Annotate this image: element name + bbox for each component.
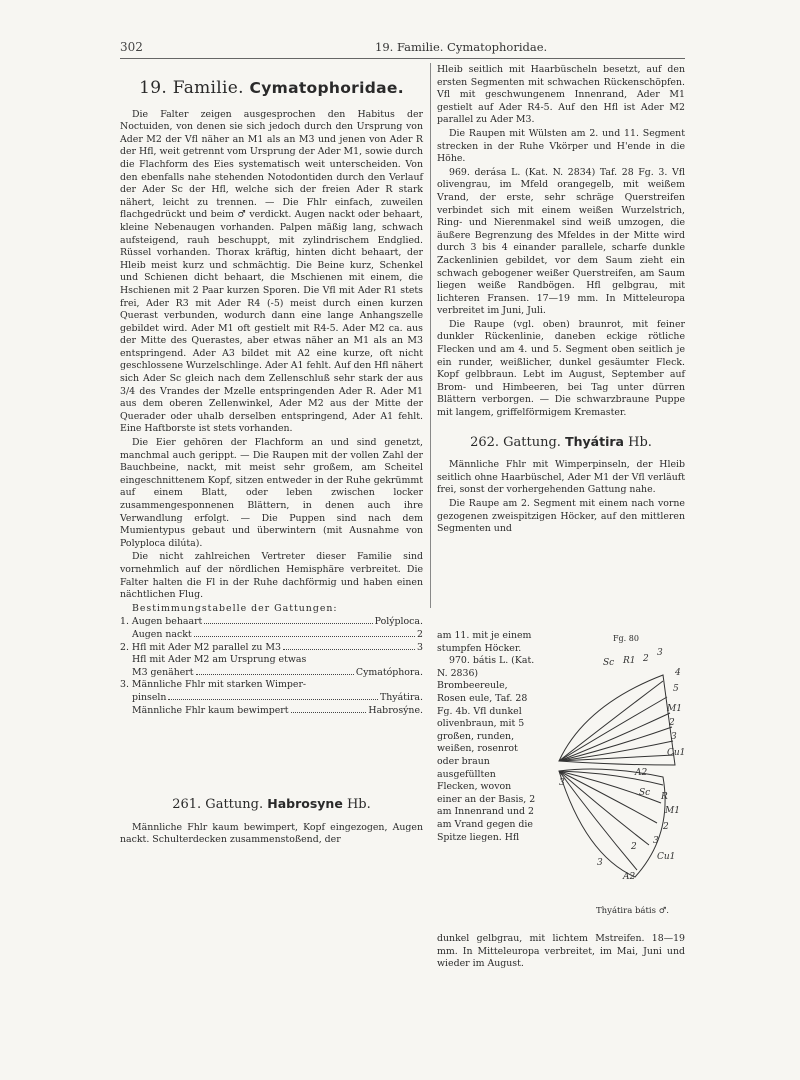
page-number: 302 xyxy=(120,40,143,54)
key-row: Hfl mit Ader M2 am Ursprung etwas xyxy=(132,654,307,666)
species-970: 970. bátis L. (Kat. N. 2836) Brombeereule, Rosen eule, Taf. 28 Fg. 4b. Vfl dunkel olivenbraun, mit 5 großen, runden, weißen, rosenrot oder braun ausgefüllten Flecken, wovon einer an der Basis, 2 am Innenrand und 2 am Vrand gegen die Spitze liegen. Hfl xyxy=(437,655,536,843)
vein-label: 2 xyxy=(631,842,637,852)
family-paragraph-1: Die Falter zeigen ausgesprochen den Habitus der Noctuiden, von denen sie sich jedoch durch den Ursprung von Ader M2 der Vfl näher an M1 als an M3 und jenen von Ader R der Hfl, weit getrennt vom Ursprung der Ader M1, sowie durch die Flachform des Eies systematisch weit unterscheiden. Von den ebenfalls nahe stehenden Notodontiden durch den Verlauf der Ader Sc der Hfl, welche sich der freien Ader R stark nähert, leicht zu trennen. — Die Fhlr einfach, zuweilen flachgedrückt und beim ♂ verdickt. Augen nackt oder behaart, kleine Nebenaugen vorhanden. Palpen mäßig lang, schwach aufsteigend, rauh beschuppt, mit zylindrischem Endglied. Rüssel vorhanden. Thorax kräftig, hinten dicht behaart, der Hleib meist kurz und schmächtig. Die Beine kurz, Schenkel und Schienen dicht behaart, die Mschienen mit einem, die Hschienen mit 2 Paar kurzen Sporen. Die Vfl mit Ader R1 stets frei, Ader R3 mit Ader R4 (-5) meist durch einen kurzen Querast verbunden, wodurch dann eine lange Anhangszelle gebildet wird. Ader M1 oft gestielt mit R4-5. Ader M2 ca. aus der Mitte des Querastes, aber etwas näher an M1 als an M3 entspringend. Ader A3 bildet mit A2 eine kurze, oft nicht geschlossene Wurzelschlinge. Ader A1 fehlt. Auf den Hfl nähert sich Ader Sc gleich nach dem Zellenschluß sehr stark der aus 3/4 des Vrandes der Mzelle entspringenden Ader R. Ader M1 aus dem oberen Zellenwinkel, Ader M2 aus der Mitte der Querader oder uhalb derselben entspringend, Ader A1 fehlt. Eine Haftborste ist stets vorhanden. xyxy=(120,108,423,435)
key-row: M3 genähert Cymatóphora. xyxy=(132,666,423,678)
right-paragraph-4: Die Raupe (vgl. oben) braunrot, mit feiner dunkler Rückenlinie, daneben eckige rötliche Flecken und am 4. und 5. Segment oben seitlich je ein runder, weißlicher, dunkel gesäumter Fleck. Kopf gelbbraun. Lebt im August, September auf Brom- und Himbeeren, bei Tag unter dürren Blättern verborgen. — Die schwarzbraune Puppe mit langem, griffelförmigem Kremaster. xyxy=(437,318,685,419)
forewing-vein xyxy=(559,713,670,761)
genus-261-section xyxy=(120,782,423,847)
key-table-heading: Bestimmungstabelle der Gattungen: xyxy=(132,602,338,614)
genus-261-text: Männliche Fhlr kaum bewimpert, Kopf eingezogen, Augen nackt. Schulterdecken zusammenstoßend, der xyxy=(120,821,423,846)
key-row: 2. Hfl mit Ader M2 parallel zu M3 3 xyxy=(120,641,423,653)
forewing-vein xyxy=(559,755,674,761)
figure-label: Fg. 80 xyxy=(613,634,639,643)
vein-label: Cu1 xyxy=(657,852,676,862)
vein-label: 3 xyxy=(597,858,603,868)
vein-label: Cu1 xyxy=(667,748,685,758)
genus-262-title: 262. Gattung. Thyátira Hb. xyxy=(470,433,652,450)
vein-label: 3 xyxy=(559,778,565,788)
genus-261-title: 261. Gattung. Habrosyne Hb. xyxy=(172,796,371,812)
vein-label: M1 xyxy=(667,704,682,714)
family-paragraph-3: Die nicht zahlreichen Vertreter dieser Familie sind vornehmlich auf der nördlichen Hemisphäre verbreitet. Die Falter halten die Fl in der Ruhe dachförmig und haben einen nächtlichen Flug. xyxy=(120,551,423,601)
vein-label: 5 xyxy=(673,684,679,694)
hindwing-vein xyxy=(559,771,637,870)
species-969: 969. derása L. (Kat. N. 2834) Taf. 28 Fg. 3. Vfl olivengrau, im Mfeld orangegelb, mit weißem Vrand, der erste, sehr schräge Querstreifen verbindet sich mit einem weißen Wurzelstrich, Ring- und Nierenmakel sind weiß umzogen, die äußere Begrenzung des Mfeldes in der Mitte wird durch 3 bis 4 einander parallele, scharfe dunkle Zackenlinien gebildet, vor dem Saum zieht ein schwach gebogener weißer Querstreifen, am Saum liegen weiße Randbögen. Hfl gelbgrau, mit lichteren Fransen. 17—19 mm. In Mitteleuropa verbreitet im Juni, Juli. xyxy=(437,166,685,317)
vein-label: 3 xyxy=(653,836,659,846)
vein-label: 3 xyxy=(671,732,677,742)
family-title-name: Cymatophoridae. xyxy=(249,79,404,97)
key-table xyxy=(120,616,423,717)
right-paragraph-1: Hleib seitlich mit Haarbüscheln besetzt, auf den ersten Segmenten mit schwachen Rückenschöpfen. Vfl mit geschwungenem Innenrand, Ader M1 gestielt auf Ader R4-5. Auf den Hfl ist Ader M2 parallel zu Ader M3. xyxy=(437,64,685,126)
vein-label: R1 xyxy=(623,656,636,666)
family-paragraph-2: Die Eier gehören der Flachform an und sind genetzt, manchmal auch gerippt. — Die Raupen mit der vollen Zahl der Bauchbeine, nackt, mit meist sehr großem, am Scheitel eingeschnittenem Kopf, sitzen entweder in der Ruhe gekrümmt auf einem Blatt, oder leben zwischen locker zusammengesponnenen Blättern, in denen auch ihre Verwandlung erfolgt. — Die Puppen sind nach dem Mumientypus gebaut und überwintern (mit Ausnahme von Polyploca dilúta). xyxy=(120,437,423,549)
family-title xyxy=(120,78,423,98)
vein-label: 2 xyxy=(643,654,649,664)
right-column xyxy=(437,64,685,537)
key-row: Augen nackt 2 xyxy=(132,628,423,640)
key-row: pinseln Thyátira. xyxy=(132,691,423,703)
species-970-continued: dunkel gelbgrau, mit lichtem Mstreifen. 18—19 mm. In Mitteleuropa verbreitet, im Mai, Juni und wieder im August. xyxy=(437,933,685,970)
key-row: 3. Männliche Fhlr mit starken Wimper- xyxy=(120,679,307,691)
column-divider xyxy=(430,63,431,608)
key-row: 1. Augen behaart Polýploca. xyxy=(120,616,423,628)
vein-label: 2 xyxy=(663,822,669,832)
vein-label: 2 xyxy=(669,718,675,728)
key-row: Männliche Fhlr kaum bewimpert Habrosýne. xyxy=(132,704,423,716)
vein-label: A2 xyxy=(623,872,636,882)
genus-262-paragraph-2: Die Raupe am 2. Segment mit einem nach vorne gezogenen zweispitzigen Höcker, auf den mittleren Segmenten und xyxy=(437,498,685,535)
header-rule xyxy=(120,58,685,59)
vein-label: 4 xyxy=(675,668,681,678)
vein-label: Sc xyxy=(639,788,651,798)
left-column xyxy=(120,64,423,717)
vein-label: A2 xyxy=(635,768,648,778)
genus-262-paragraph-1: Männliche Fhlr mit Wimperpinseln, der Hleib seitlich ohne Haarbüschel, Ader M1 der Vfl verläuft frei, sonst der vorhergehenden Gattung nahe. xyxy=(437,459,685,496)
vein-label: M1 xyxy=(665,806,680,816)
forewing-vein xyxy=(559,697,667,761)
running-head: 19. Familie. Cymatophoridae. xyxy=(375,40,548,54)
vein-label: 3 xyxy=(657,648,663,658)
wing-venation-figure xyxy=(545,615,685,905)
vein-label: Sc xyxy=(603,658,615,668)
wrap-text-1: am 11. mit je einem stumpfen Höcker. xyxy=(437,630,532,654)
forewing-vein xyxy=(559,681,663,761)
wrapped-text xyxy=(437,630,537,844)
hindwing-vein xyxy=(559,771,663,785)
family-title-prefix: 19. Familie. xyxy=(139,78,244,98)
vein-label: R xyxy=(661,792,668,802)
right-paragraph-2: Die Raupen mit Wülsten am 2. und 11. Segment strecken in der Ruhe Vkörper und H'ende in die Höhe. xyxy=(437,127,685,165)
figure-caption: Thyátira bátis ♂. xyxy=(596,906,670,916)
